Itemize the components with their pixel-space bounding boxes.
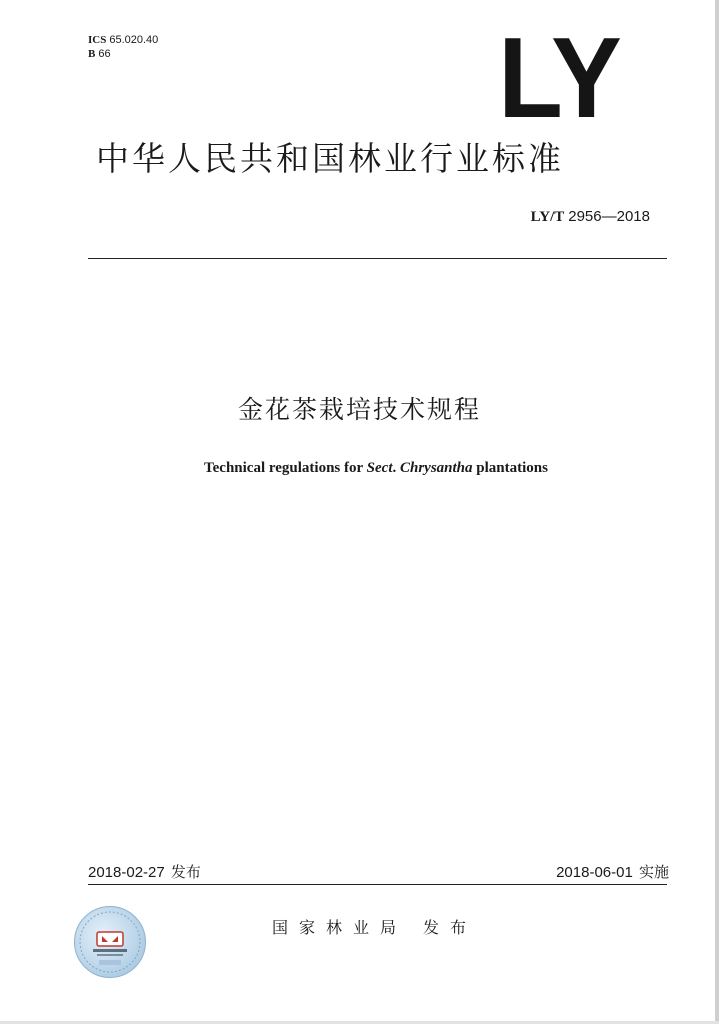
bottom-divider xyxy=(88,884,667,885)
scan-edge-right xyxy=(715,0,719,1024)
ccs-line xyxy=(88,47,158,61)
top-divider xyxy=(88,258,667,259)
classification-codes xyxy=(88,33,158,61)
ly-logo: LY xyxy=(498,14,620,142)
implementation-date-value: 2018-06-01 xyxy=(556,864,633,881)
english-title-italic-chrysantha: Chrysantha xyxy=(399,460,473,476)
anti-counterfeit-stamp-icon xyxy=(74,906,146,978)
document-english-title xyxy=(0,458,719,478)
standard-code-number: 2956—2018 xyxy=(568,208,650,225)
issue-date xyxy=(88,862,201,883)
english-title-sep: . xyxy=(392,460,400,476)
implementation-date xyxy=(556,862,669,883)
ccs-label: B xyxy=(88,48,96,60)
implementation-date-label: 实施 xyxy=(638,863,669,881)
issuer-publish-label: 发布 xyxy=(423,918,478,937)
ics-label: ICS xyxy=(88,34,107,46)
english-title-italic-sect: Sect xyxy=(366,460,393,476)
english-title-pre: Technical regulations for xyxy=(204,460,367,476)
standard-type-heading: 中华人民共和国林业行业标准 xyxy=(96,139,564,178)
issue-date-label: 发布 xyxy=(170,863,201,881)
ics-line xyxy=(88,33,158,47)
ccs-value: 66 xyxy=(98,48,111,60)
issuing-authority xyxy=(272,917,477,939)
standard-code xyxy=(531,206,650,227)
standard-code-prefix: LY/T xyxy=(530,209,565,225)
issuer-name: 国家林业局 xyxy=(272,918,408,937)
document-title: 金花茶栽培技术规程 xyxy=(237,395,481,424)
english-title-post: plantations xyxy=(472,460,548,476)
issue-date-value: 2018-02-27 xyxy=(88,864,165,881)
ics-value: 65.020.40 xyxy=(109,34,159,46)
